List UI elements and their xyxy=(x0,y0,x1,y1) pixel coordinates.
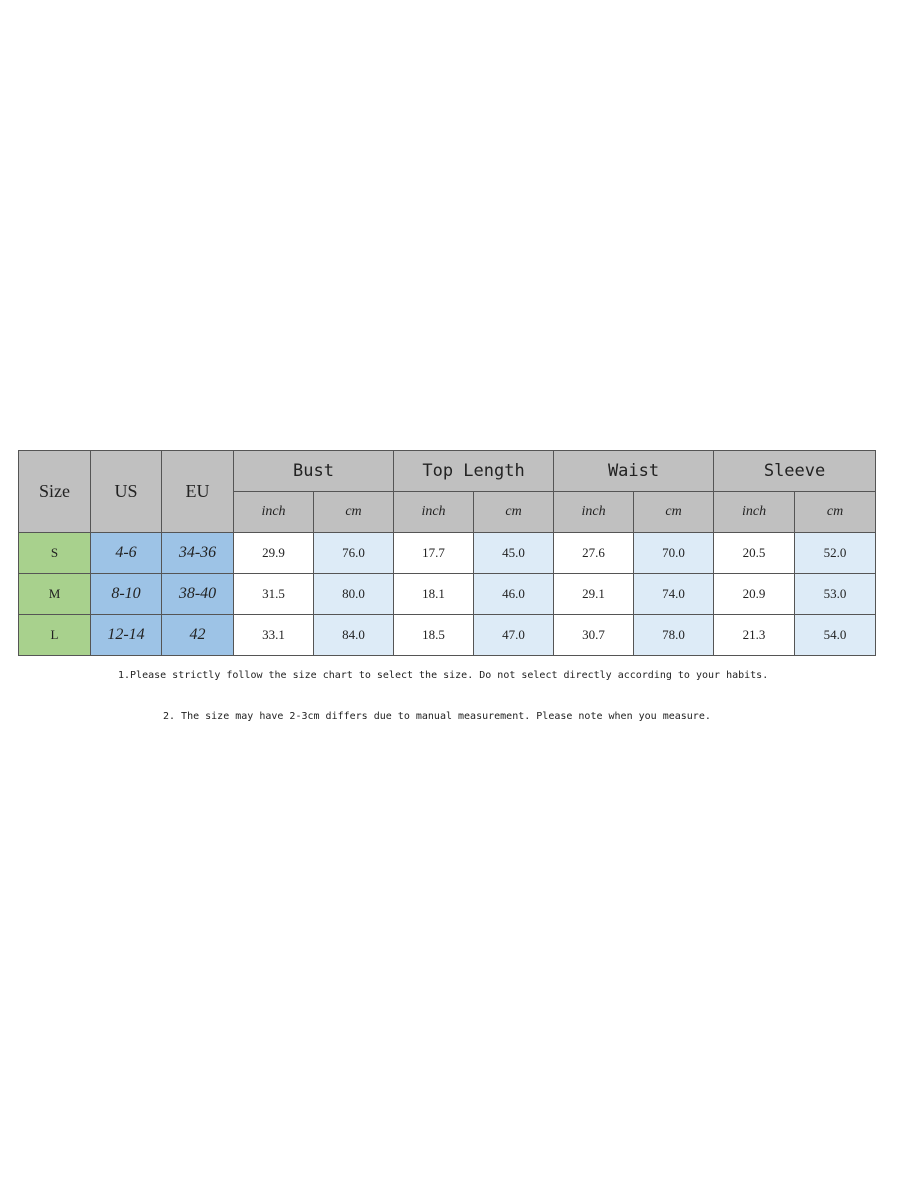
header-bust: Bust xyxy=(234,451,394,492)
unit-waist-cm: cm xyxy=(634,492,714,533)
table-row xyxy=(19,574,876,615)
table-row xyxy=(19,615,876,656)
unit-sleeve-cm: cm xyxy=(795,492,876,533)
waist-inch-cell: 29.1 xyxy=(554,574,634,615)
bust-cm-cell: 76.0 xyxy=(314,533,394,574)
unit-top-length-cm: cm xyxy=(474,492,554,533)
top-length-cm-cell: 46.0 xyxy=(474,574,554,615)
waist-cm-cell: 78.0 xyxy=(634,615,714,656)
size-note-2: 2. The size may have 2-3cm differs due to manual measurement. Please note when you measure. xyxy=(163,711,711,722)
eu-size-cell: 34-36 xyxy=(162,533,234,574)
eu-size-cell: 42 xyxy=(162,615,234,656)
bust-inch-cell: 29.9 xyxy=(234,533,314,574)
top-length-inch-cell: 17.7 xyxy=(394,533,474,574)
size-cell: M xyxy=(19,574,91,615)
sleeve-inch-cell: 20.9 xyxy=(714,574,795,615)
sleeve-cm-cell: 54.0 xyxy=(795,615,876,656)
unit-waist-inch: inch xyxy=(554,492,634,533)
bust-cm-cell: 84.0 xyxy=(314,615,394,656)
top-length-inch-cell: 18.1 xyxy=(394,574,474,615)
unit-top-length-inch: inch xyxy=(394,492,474,533)
unit-bust-inch: inch xyxy=(234,492,314,533)
waist-cm-cell: 70.0 xyxy=(634,533,714,574)
waist-inch-cell: 30.7 xyxy=(554,615,634,656)
header-sleeve: Sleeve xyxy=(714,451,876,492)
us-size-cell: 8-10 xyxy=(91,574,162,615)
sleeve-cm-cell: 53.0 xyxy=(795,574,876,615)
header-eu: EU xyxy=(162,451,234,533)
bust-cm-cell: 80.0 xyxy=(314,574,394,615)
bust-inch-cell: 33.1 xyxy=(234,615,314,656)
us-size-cell: 12-14 xyxy=(91,615,162,656)
us-size-cell: 4-6 xyxy=(91,533,162,574)
sleeve-inch-cell: 20.5 xyxy=(714,533,795,574)
waist-cm-cell: 74.0 xyxy=(634,574,714,615)
eu-size-cell: 38-40 xyxy=(162,574,234,615)
unit-sleeve-inch: inch xyxy=(714,492,795,533)
size-note-1: 1.Please strictly follow the size chart to select the size. Do not select directly according to your habits. xyxy=(118,670,769,681)
header-waist: Waist xyxy=(554,451,714,492)
unit-bust-cm: cm xyxy=(314,492,394,533)
top-length-cm-cell: 45.0 xyxy=(474,533,554,574)
sleeve-cm-cell: 52.0 xyxy=(795,533,876,574)
size-chart-table xyxy=(18,450,876,656)
header-us: US xyxy=(91,451,162,533)
size-cell: L xyxy=(19,615,91,656)
top-length-inch-cell: 18.5 xyxy=(394,615,474,656)
size-cell: S xyxy=(19,533,91,574)
header-size: Size xyxy=(19,451,91,533)
waist-inch-cell: 27.6 xyxy=(554,533,634,574)
bust-inch-cell: 31.5 xyxy=(234,574,314,615)
sleeve-inch-cell: 21.3 xyxy=(714,615,795,656)
table-row xyxy=(19,533,876,574)
top-length-cm-cell: 47.0 xyxy=(474,615,554,656)
header-top-length: Top Length xyxy=(394,451,554,492)
